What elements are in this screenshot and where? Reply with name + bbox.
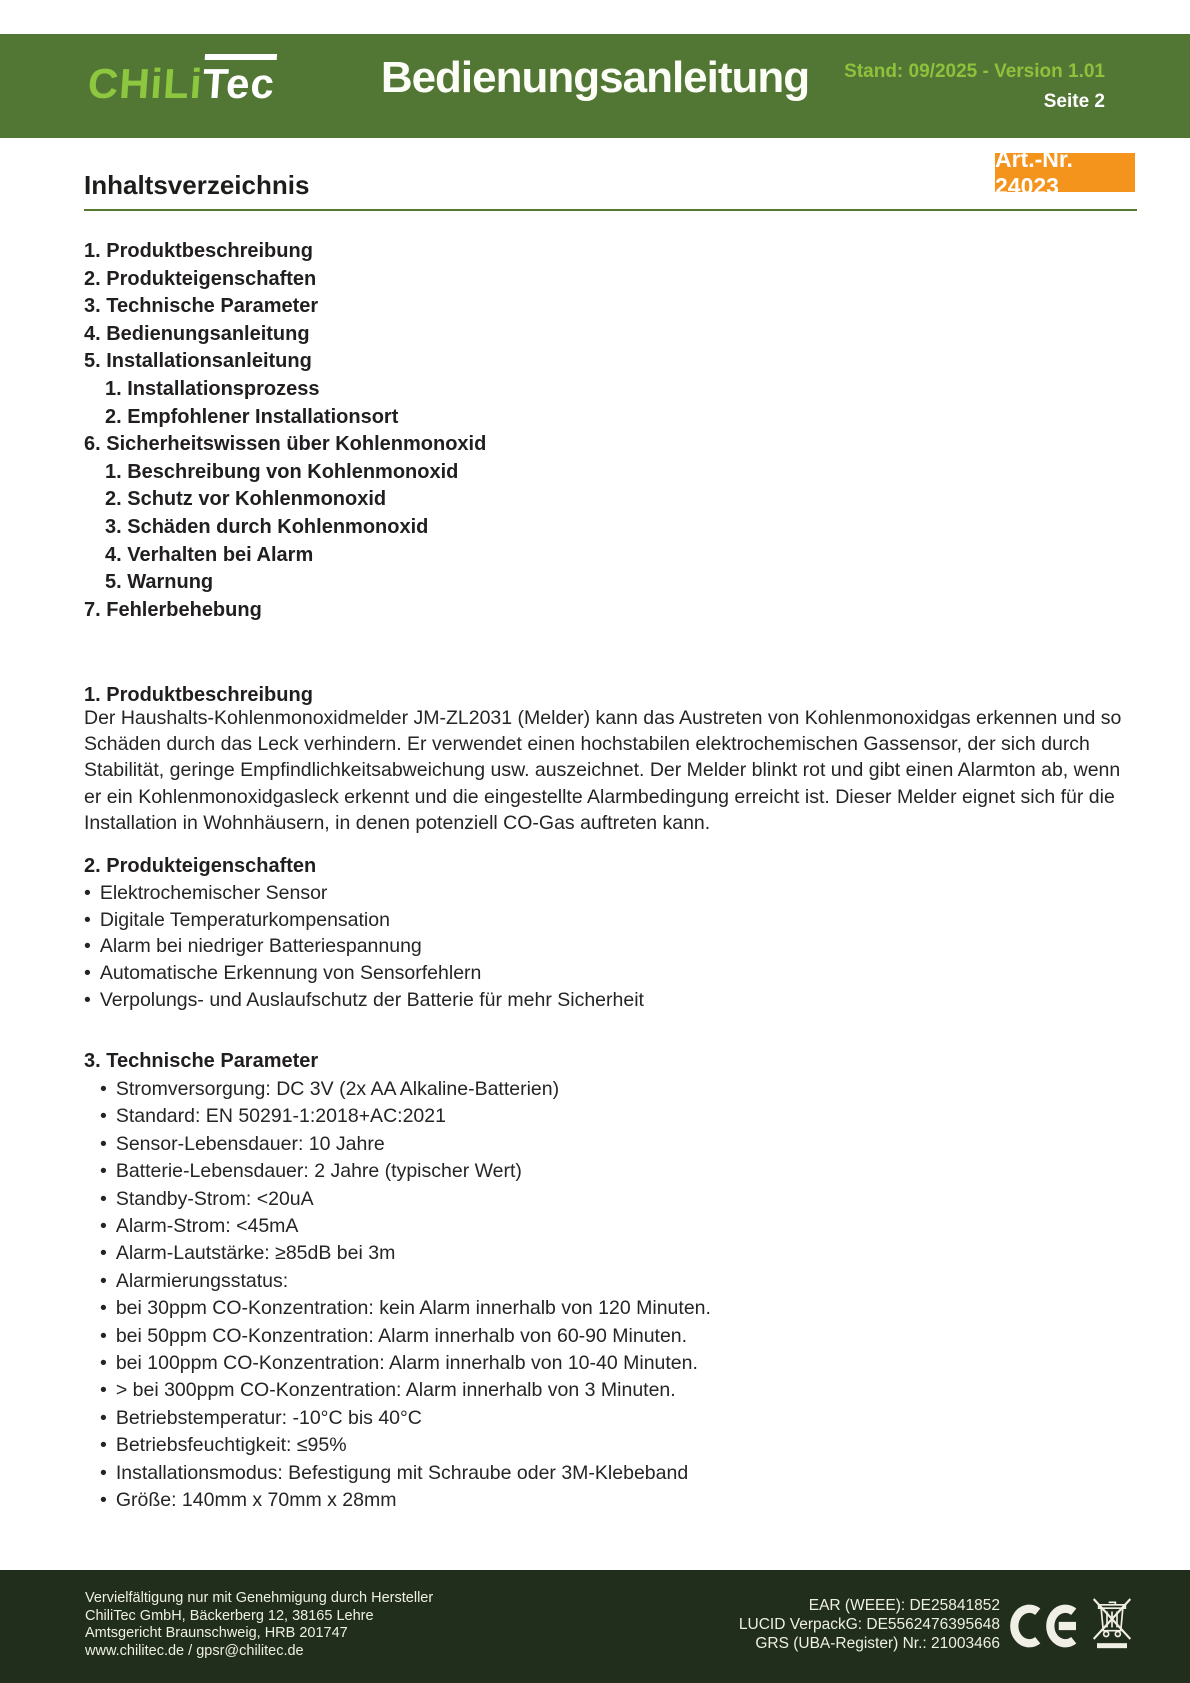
- parameter-item: • bei 30ppm CO-Konzentration: kein Alarm innerhalb von 120 Minuten.: [100, 1295, 711, 1322]
- section-heading-produkteigenschaften: 2. Produkteigenschaften: [84, 855, 317, 877]
- toc-item: 2. Empfohlener Installationsort: [105, 405, 399, 428]
- parameter-item: • Batterie-Lebensdauer: 2 Jahre (typischer Wert): [100, 1158, 711, 1185]
- toc-item: 3. Technische Parameter: [84, 295, 319, 318]
- toc-item: 1. Produktbeschreibung: [84, 240, 313, 262]
- logo-text-tec: Tec: [201, 54, 277, 107]
- parameter-list: [100, 1076, 711, 1515]
- toc-item: 5. Warnung: [105, 571, 214, 594]
- feature-item: • Verpolungs- und Auslaufschutz der Batterie für mehr Sicherheit: [84, 987, 644, 1014]
- section-heading-produktbeschreibung: 1. Produktbeschreibung: [84, 684, 313, 706]
- article-number-badge: Art.-Nr. 24023: [995, 153, 1135, 192]
- product-description-paragraph: Der Haushalts-Kohlenmonoxidmelder JM-ZL2031 (Melder) kann das Austreten von Kohlenmonoxidgas erkennen und so Schäden durch das Leck verhindern. Er verwendet einen hochstabilen elektrochemischen Gassensor, der sich durch Stabilität, geringe Empfindlichkeitsabweichung usw. auszeichnet. Der Melder blinkt rot und gibt einen Alarmton ab, wenn er ein Kohlenmonoxidgasleck erkennt und die eingestellte Alarmbedingung erreicht ist. Dieser Melder eignet sich für die Installation in Wohnhäusern, in denen potenziell CO-Gas auftreten kann.: [84, 707, 1122, 834]
- footer-line: ChiliTec GmbH, Bäckerberg 12, 38165 Lehre: [85, 1607, 374, 1624]
- footer-line: www.chilitec.de / gpsr@chilitec.de: [85, 1642, 304, 1659]
- parameter-item: • bei 50ppm CO-Konzentration: Alarm innerhalb von 60-90 Minuten.: [100, 1323, 711, 1350]
- parameter-item: • Betriebstemperatur: -10°C bis 40°C: [100, 1405, 711, 1432]
- footer-line: EAR (WEEE): DE25841852: [808, 1597, 1000, 1614]
- footer-company-info: [85, 1590, 433, 1660]
- toc-item: 4. Verhalten bei Alarm: [105, 543, 314, 566]
- logo-text-chili: CHiLi: [86, 60, 205, 107]
- parameter-item: • Alarm-Strom: <45mA: [100, 1213, 711, 1240]
- parameter-item: • Stromversorgung: DC 3V (2x AA Alkaline-Batterien): [100, 1076, 711, 1103]
- weee-crossed-out-bin-icon: [1092, 1592, 1132, 1656]
- parameter-item: • > bei 300ppm CO-Konzentration: Alarm innerhalb von 3 Minuten.: [100, 1377, 711, 1404]
- feature-list: [84, 880, 644, 1014]
- feature-item: • Digitale Temperaturkompensation: [84, 907, 644, 934]
- footer-bar: [0, 1570, 1190, 1683]
- footer-line: LUCID VerpackG: DE5562476395648: [738, 1616, 1000, 1633]
- parameter-item: • Installationsmodus: Befestigung mit Schraube oder 3M-Klebeband: [100, 1460, 711, 1487]
- feature-item: • Alarm bei niedriger Batteriespannung: [84, 933, 644, 960]
- footer-line: Vervielfältigung nur mit Genehmigung durch Hersteller: [85, 1590, 434, 1606]
- parameter-item: • Alarmierungsstatus:: [100, 1268, 711, 1295]
- parameter-item: • bei 100ppm CO-Konzentration: Alarm innerhalb von 10-40 Minuten.: [100, 1350, 711, 1377]
- toc-heading: Inhaltsverzeichnis: [84, 170, 310, 200]
- parameter-item: • Sensor-Lebensdauer: 10 Jahre: [100, 1131, 711, 1158]
- toc-item: 6. Sicherheitswissen über Kohlenmonoxid: [84, 433, 487, 456]
- header-bar: [0, 34, 1190, 138]
- section-heading-technische-parameter: 3. Technische Parameter: [84, 1050, 319, 1072]
- toc-item: 3. Schäden durch Kohlenmonoxid: [105, 515, 429, 538]
- parameter-item: • Standby-Strom: <20uA: [100, 1186, 711, 1213]
- table-of-contents: [84, 238, 486, 624]
- ce-mark-icon: [1007, 1598, 1085, 1654]
- parameter-item: • Betriebsfeuchtigkeit: ≤95%: [100, 1432, 711, 1459]
- parameter-item: • Alarm-Lautstärke: ≥85dB bei 3m: [100, 1240, 711, 1267]
- section-divider: [84, 209, 1137, 211]
- toc-item: 1. Installationsprozess: [105, 377, 320, 400]
- footer-line: GRS (UBA-Register) Nr.: 21003466: [755, 1635, 1000, 1652]
- footer-line: Amtsgericht Braunschweig, HRB 201747: [85, 1625, 348, 1642]
- toc-item: 2. Schutz vor Kohlenmonoxid: [105, 488, 387, 511]
- header-meta: [844, 61, 1105, 113]
- document-title: Bedienungsanleitung: [380, 53, 810, 102]
- feature-item: • Automatische Erkennung von Sensorfehlern: [84, 960, 644, 987]
- toc-item: 2. Produkteigenschaften: [84, 267, 317, 290]
- feature-item: • Elektrochemischer Sensor: [84, 880, 644, 907]
- version-info: Stand: 09/2025 - Version 1.01: [844, 61, 1105, 82]
- page-number: Seite 2: [1043, 91, 1105, 112]
- toc-item: 1. Beschreibung von Kohlenmonoxid: [105, 460, 459, 483]
- toc-item: 7. Fehlerbehebung: [84, 598, 262, 621]
- parameter-item: • Standard: EN 50291-1:2018+AC:2021: [100, 1103, 711, 1130]
- toc-item: 4. Bedienungsanleitung: [84, 322, 310, 345]
- parameter-item: • Größe: 140mm x 70mm x 28mm: [100, 1487, 711, 1514]
- toc-item: 5. Installationsanleitung: [84, 350, 312, 373]
- footer-register-info: [739, 1596, 1000, 1653]
